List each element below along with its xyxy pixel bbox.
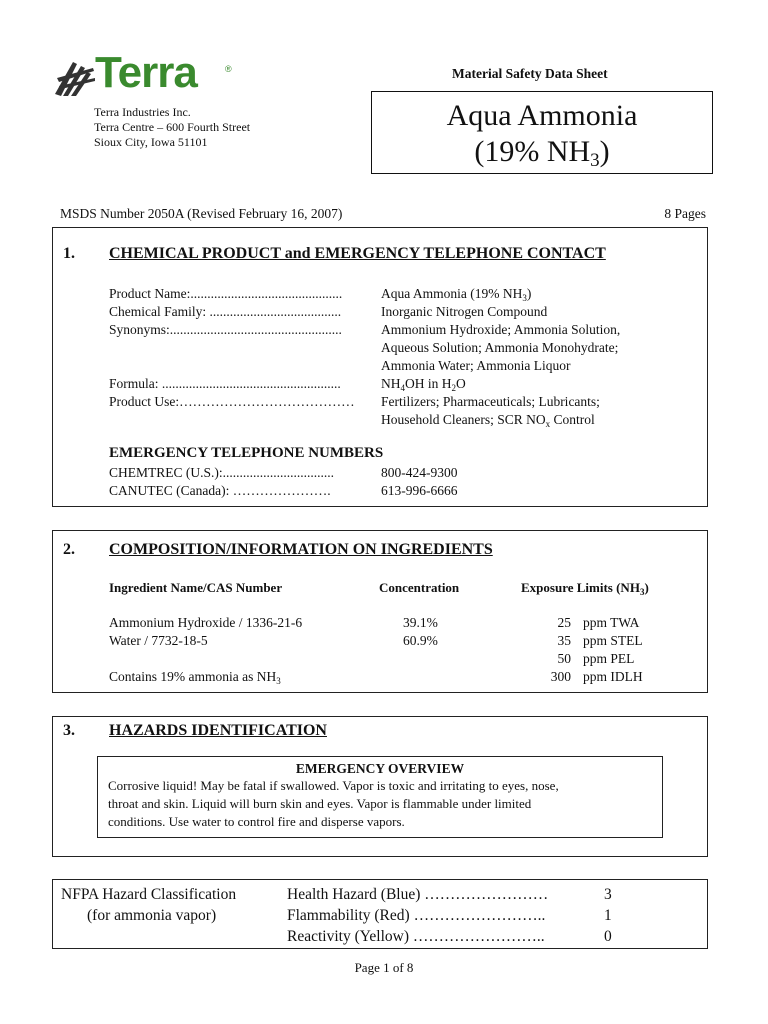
page-number: Page 1 of 8: [354, 960, 414, 975]
field-value: Aqua Ammonia (19% $NH_3$): [381, 286, 532, 303]
field-label: Product Name:.............................................: [109, 286, 343, 301]
overview-line: conditions. Use water to control fire and disperse vapors.: [108, 814, 405, 829]
field-value: Aqueous Solution; Ammonia Monohydrate;: [381, 340, 619, 355]
nfpa-item-label: Health Hazard (Blue) ……………………: [287, 886, 549, 903]
emergency-numbers-heading: EMERGENCY TELEPHONE NUMBERS: [109, 445, 384, 461]
product-subtitle: (19% $NH_3$): [474, 135, 610, 171]
nfpa-label: NFPA Hazard Classification: [61, 886, 237, 903]
section-number: 2.: [63, 541, 75, 558]
limit-unit: ppm STEL: [583, 633, 643, 648]
document-type: Material Safety Data Sheet: [452, 66, 608, 81]
section-title: CHEMICAL PRODUCT and EMERGENCY TELEPHONE CONTACT: [109, 245, 606, 262]
emergency-overview-title: EMERGENCY OVERVIEW: [295, 761, 465, 776]
phone-number: 613-996-6666: [381, 483, 458, 498]
section-title: HAZARDS IDENTIFICATION: [109, 722, 327, 739]
field-value: $NH_4OH$ in $H_2O$: [381, 376, 466, 393]
terra-leaf-icon: [53, 58, 97, 98]
field-row: [109, 357, 571, 375]
limit-value: 25: [557, 615, 571, 630]
nfpa-item-value: 0: [604, 928, 612, 945]
terra-logo: [53, 48, 243, 104]
nfpa-item-value: 3: [604, 886, 612, 903]
emergency-overview-box: [97, 756, 663, 838]
field-label: Product Use:…………………………………: [109, 394, 355, 409]
logo-wordmark: Terra: [95, 48, 197, 97]
limit-value: 35: [557, 633, 571, 648]
nfpa-item-value: 1: [604, 907, 612, 924]
limit-unit: ppm PEL: [583, 651, 635, 666]
field-label: Synonyms:...................................................: [109, 322, 342, 337]
nfpa-item-label: Reactivity (Yellow) ……………………..: [287, 928, 545, 945]
address-line: Terra Industries Inc.: [94, 105, 191, 119]
section-title: COMPOSITION/INFORMATION ON INGREDIENTS: [109, 541, 493, 558]
ingredient-name: Water / 7732-18-5: [109, 633, 208, 648]
limit-unit: ppm TWA: [583, 615, 640, 630]
nfpa-classification-box: [52, 879, 708, 949]
product-title: Aqua Ammonia: [446, 99, 638, 132]
column-header-concentration: Concentration: [379, 580, 460, 595]
limit-unit: ppm IDLH: [583, 669, 643, 684]
limit-value: 300: [550, 669, 571, 684]
page-count: 8 Pages: [664, 206, 706, 221]
column-header-exposure: Exposure Limits $(NH_3)$: [521, 580, 649, 597]
phone-label: CHEMTREC (U.S.):.................................: [109, 465, 335, 480]
field-value: Ammonium Hydroxide; Ammonia Solution,: [381, 322, 621, 337]
ingredient-name: Ammonium Hydroxide / 1336-21-6: [109, 615, 303, 630]
overview-line: throat and skin. Liquid will burn skin and eyes. Vapor is flammable under limited: [108, 796, 532, 811]
msds-number-line: [60, 206, 706, 222]
field-label: Chemical Family: .......................................: [109, 304, 342, 319]
limit-value: 50: [557, 651, 571, 666]
ingredient-concentration: 60.9%: [403, 633, 438, 648]
section-3-box: [52, 716, 708, 857]
ingredient-concentration: 39.1%: [403, 615, 438, 630]
phone-label: CANUTEC (Canada): ………………….: [109, 483, 331, 498]
registered-mark: ®: [225, 64, 232, 74]
address-line: Sioux City, Iowa 51101: [94, 135, 208, 149]
field-value: Fertilizers; Pharmaceuticals; Lubricants;: [381, 394, 600, 409]
section-2-box: [52, 530, 708, 693]
msds-number: MSDS Number 2050A (Revised February 16, 2007): [60, 206, 343, 221]
nfpa-sublabel: (for ammonia vapor): [87, 907, 217, 924]
address-line: Terra Centre – 600 Fourth Street: [94, 120, 251, 134]
section-1-box: [52, 227, 708, 507]
field-label: Formula: .....................................................: [109, 376, 341, 391]
phone-number: 800-424-9300: [381, 465, 458, 480]
field-value: Household Cleaners; SCR $NO_x$ Control: [381, 412, 595, 429]
overview-line: Corrosive liquid! May be fatal if swallowed. Vapor is toxic and irritating to eyes, nose,: [108, 778, 559, 793]
section-number: 1.: [63, 245, 75, 262]
field-row: [109, 411, 595, 429]
company-address: [94, 105, 250, 150]
nfpa-item-label: Flammability (Red) ……………………..: [287, 907, 546, 924]
phone-row: [109, 482, 458, 505]
column-header-ingredient: Ingredient Name/CAS Number: [109, 580, 283, 595]
field-value: Inorganic Nitrogen Compound: [381, 304, 548, 319]
section-number: 3.: [63, 722, 75, 739]
field-value: Ammonia Water; Ammonia Liquor: [381, 358, 571, 373]
composition-note: Contains 19% ammonia as $NH_3$: [109, 669, 281, 686]
field-row: [109, 339, 619, 357]
product-title-box: [371, 91, 713, 174]
